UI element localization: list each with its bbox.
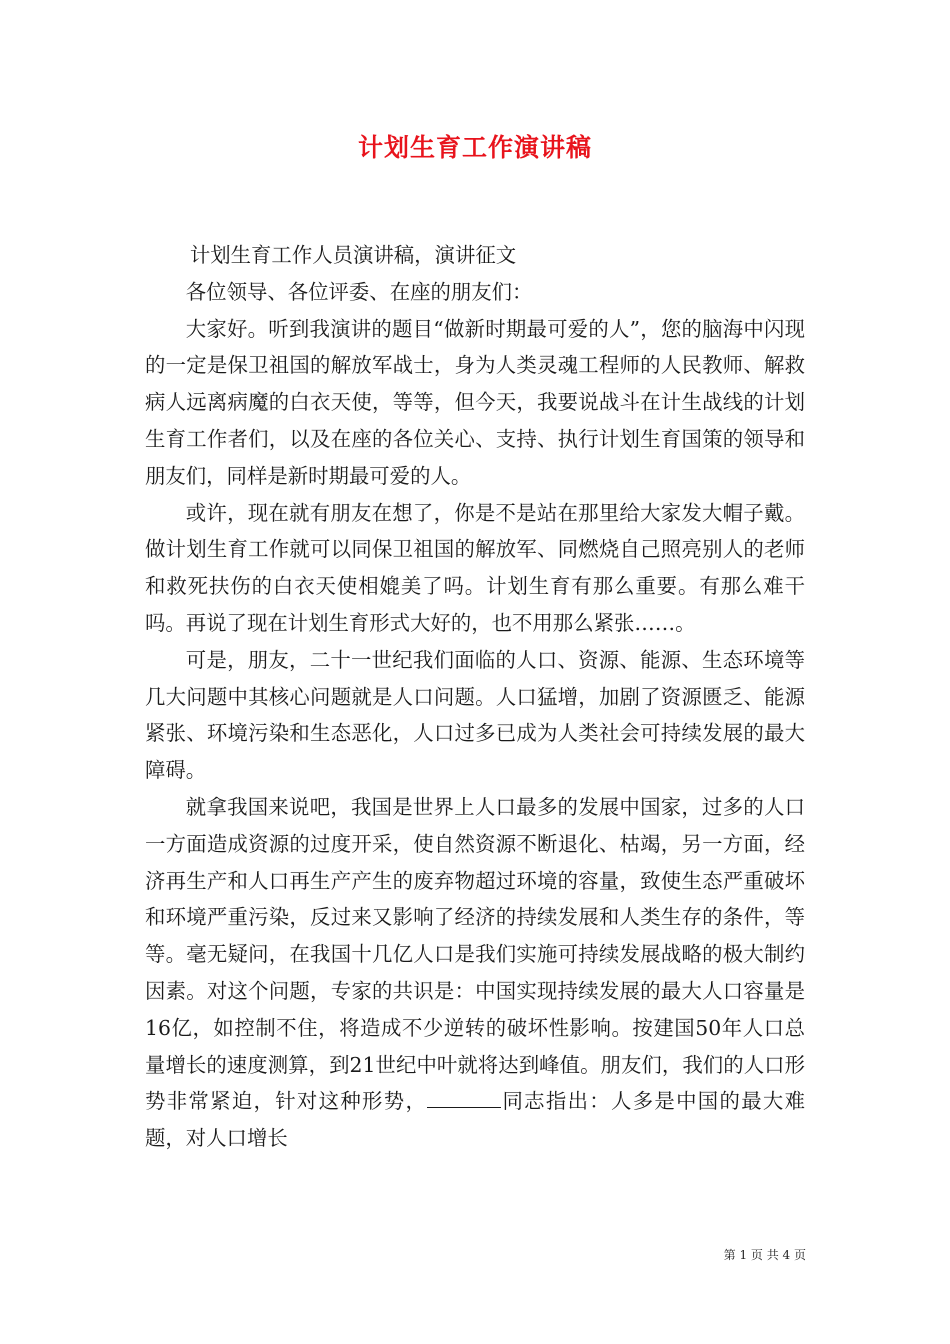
paragraph-last bbox=[145, 789, 805, 1157]
paragraph-subtitle: 计划生育工作人员演讲稿，演讲征文 bbox=[189, 243, 517, 267]
paragraph-last-text: 就拿我国来说吧，我国是世界上人口最多的发展中国家，过多的人口一方面造成资源的过度开采，使自然资源不断退化、枯竭，另一方面，经济再生产和人口再生产产生的废弃物超过环境的容量，致使生态严重破坏和环境严重污染，反过来又影响了经济的持续发展和人类生存的条件，等等。毫无疑问，在我国十几亿人口是我们实施可持续发展战略的极大制约因素。对这个问题，专家的共识是：中国实现持续发展的最大人口容量是16亿，如控制不住，将造成不少逆转的破坏性影响。按建国50年人口总量增长的速度测算，到21世纪中叶就将达到峰值。朋友们，我们的人口形势非常紧迫，针对这种形势， bbox=[145, 794, 805, 1114]
document-title: 计划生育工作演讲稿 bbox=[357, 133, 592, 162]
paragraph: 大家好。听到我演讲的题目“做新时期最可爱的人”，您的脑海中闪现的一定是保卫祖国的解放军战士，身为人类灵魂工程师的人民教师、解救病人远离病魔的白衣天使，等等，但今天，我要说战斗在计生战线的计划生育工作者们，以及在座的各位关心、支持、执行计划生育国策的领导和朋友们，同样是新时期最可爱的人。 bbox=[145, 316, 805, 488]
paragraph-greeting: 各位领导、各位评委、在座的朋友们： bbox=[185, 279, 533, 304]
page-number: 第 1 页 共 4 页 bbox=[723, 1248, 806, 1262]
paragraph: 可是，朋友，二十一世纪我们面临的人口、资源、能源、生态环境等几大问题中其核心问题就是人口问题。人口猛增，加剧了资源匮乏、能源紧张、环境污染和生态恶化，人口过多已成为人类社会可持续发展的最大障碍。 bbox=[145, 647, 805, 783]
paragraph-last-tail: 同志指出：人多是中国的最大难题，对人口增长 bbox=[145, 1089, 806, 1151]
document-body bbox=[145, 237, 805, 1157]
paragraph: 或许，现在就有朋友在想了，你是不是站在那里给大家发大帽子戴。做计划生育工作就可以同保卫祖国的解放军、同燃烧自己照亮别人的老师和救死扶伤的白衣天使相媲美了吗。计划生育有那么重要。有那么难干吗。再说了现在计划生育形式大好的，也不用那么紧张……。 bbox=[145, 500, 805, 635]
fill-in-blank bbox=[427, 1089, 501, 1108]
